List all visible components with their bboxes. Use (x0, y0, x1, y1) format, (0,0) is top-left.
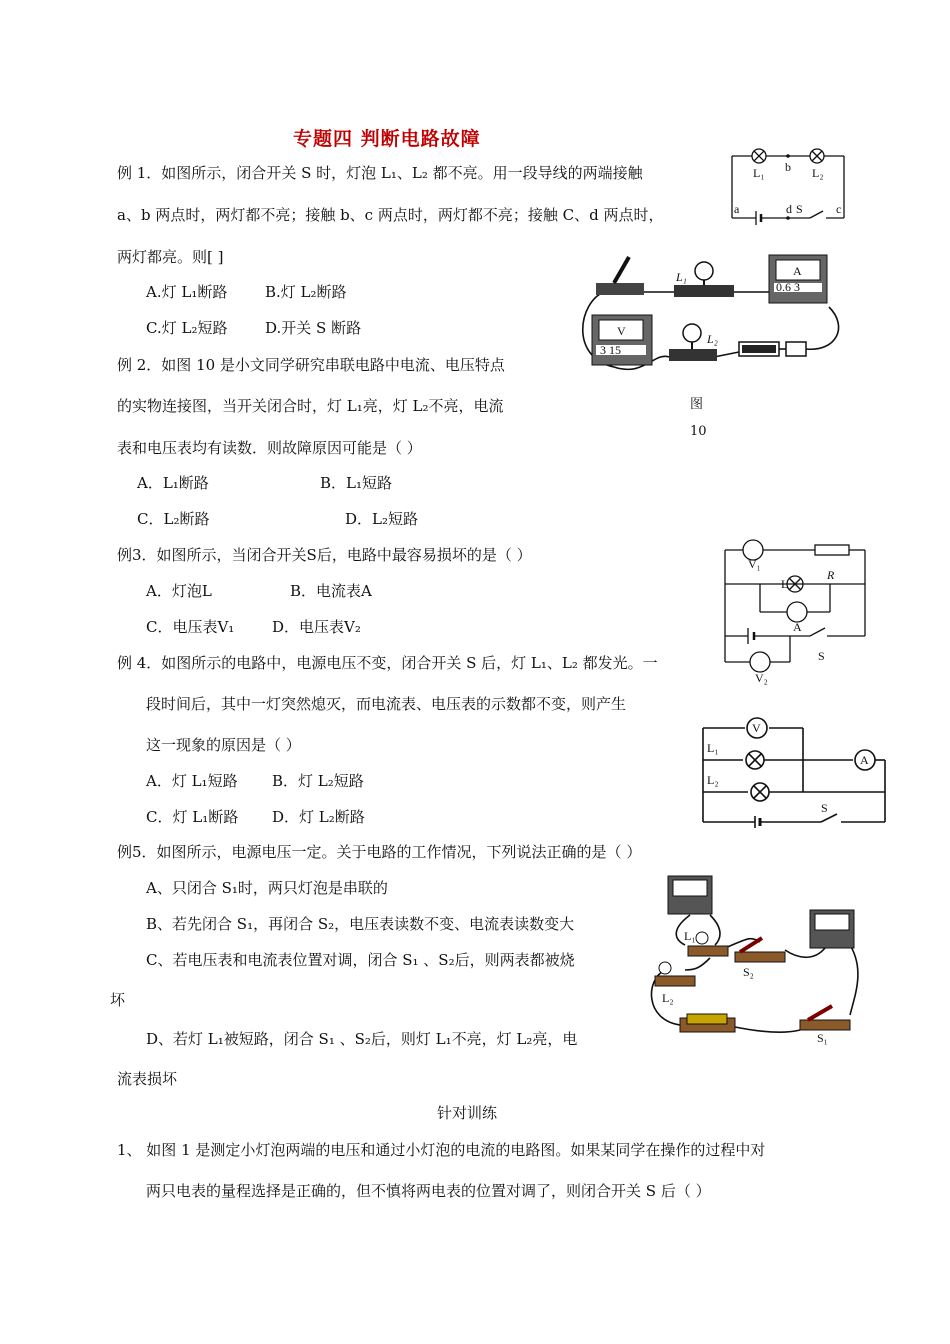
ex2-question-line2: 的实物连接图，当开关闭合时，灯 L₁亮，灯 L₂不亮，电流 (117, 397, 504, 415)
ex5-option-c-line1: C、若电压表和电流表位置对调，闭合 S₁ 、S₂后，则两表都被烧 (146, 951, 575, 969)
ex2-fig-label-a: A (793, 264, 802, 278)
ex4-option-d: D．灯 L₂断路 (272, 808, 365, 826)
ex5-ammeter (810, 910, 854, 948)
ex3-fig-label-a: A (793, 620, 802, 634)
ex3-option-b: B．电流表A (290, 582, 372, 600)
ex1-question-line1: 例 1．如图所示，闭合开关 S 时，灯泡 L₁、L₂ 都不亮。用一段导线的两端接触 (117, 164, 643, 182)
ex5-fig-label-s2: S₂ (743, 965, 754, 979)
ex2-voltmeter-scale: 3 15 (600, 343, 621, 357)
ex1-fig-label-a: a (734, 202, 740, 216)
ex5-switch-s1 (800, 1006, 850, 1045)
ex2-battery-pack (739, 342, 806, 356)
page-title: 专题四 判断电路故障 (293, 128, 481, 150)
ex4-option-b: B．灯 L₂短路 (272, 772, 364, 790)
ex3-fig-label-l: L (781, 577, 789, 591)
ex5-fig-label-l1: L₁ (684, 929, 696, 943)
ex3-fig-label-v1: V₁ (748, 557, 761, 571)
ex4-question-line3: 这一现象的原因是（ ） (146, 736, 301, 754)
ex2-question-line1: 例 2．如图 10 是小文同学研究串联电路中电流、电压特点 (117, 356, 505, 374)
ex1-fig-label-b: b (785, 160, 791, 174)
ex1-question-line3: 两灯都亮。则[ ] (117, 248, 224, 266)
ex4-question-line2: 段时间后，其中一灯突然熄灭，而电流表、电压表的示数都不变，则产生 (146, 695, 627, 713)
ex5-option-b: B、若先闭合 S₁，再闭合 S₂，电压表读数不变、电流表读数变大 (146, 915, 575, 933)
ex5-battery (680, 1014, 735, 1032)
ex2-question-line3: 表和电压表均有读数．则故障原因可能是（ ） (117, 439, 422, 457)
practice-heading: 针对训练 (437, 1104, 498, 1122)
ex3-fig-label-s: S (818, 649, 825, 663)
ex5-apparatus-figure (640, 870, 865, 1045)
ex5-lamp-l1 (684, 929, 728, 956)
ex1-option-d: D.开关 S 断路 (265, 319, 362, 337)
ex3-circuit-diagram (715, 536, 875, 686)
ex5-fig-label-s1: S₁ (817, 1031, 828, 1045)
ex5-option-d-line2: 流表损坏 (117, 1070, 178, 1088)
ex4-fig-label-s: S (821, 801, 828, 815)
ex2-fig-label-l1: L₁ (676, 270, 687, 284)
ex4-fig-label-l2: L₂ (707, 773, 719, 787)
ex3-option-d: D．电压表V₂ (272, 618, 361, 636)
practice-q1-line1: 1、 如图 1 是测定小灯泡两端的电压和通过小灯泡的电流的电路图。如果某同学在操作的过程中对 (117, 1141, 766, 1159)
ex1-fig-label-l1: L₁ (753, 166, 765, 180)
ex5-lamp-l2 (655, 962, 695, 1005)
ex2-ammeter (769, 255, 827, 303)
ex2-option-d: D．L₂短路 (345, 510, 419, 528)
ex4-option-a: A．灯 L₁短路 (146, 772, 238, 790)
ex3-option-c: C．电压表V₁ (146, 618, 235, 636)
ex1-option-c: C.灯 L₂短路 (146, 319, 228, 337)
ex4-fig-label-a: A (860, 753, 869, 767)
ex3-fig-label-r: R (827, 568, 835, 582)
ex2-option-b: B．L₁短路 (320, 474, 392, 492)
ex5-option-c-line2: 坏 (110, 991, 126, 1009)
ex1-fig-label-l2: L₂ (812, 166, 824, 180)
ex1-question-line2: a、b 两点时，两灯都不亮；接触 b、c 两点时，两灯都不亮；接触 C、d 两点时， (117, 206, 664, 224)
ex2-lamp-l2 (669, 324, 718, 361)
ex4-option-c: C．灯 L₁断路 (146, 808, 239, 826)
ex2-ammeter-scale: 0.6 3 (776, 280, 800, 294)
ex1-fig-label-d: d (786, 202, 792, 216)
ex2-apparatus-figure (574, 247, 842, 382)
ex2-lamp-l1 (674, 262, 734, 297)
ex2-fig-label-v: V (617, 324, 626, 338)
ex3-question-line1: 例3．如图所示，当闭合开关S后，电路中最容易损坏的是（ ） (117, 546, 532, 564)
ex4-circuit-diagram (693, 718, 893, 830)
ex2-figure-caption-label: 图 (690, 397, 704, 412)
ex3-fig-label-v2: V₂ (755, 671, 768, 685)
ex1-option-a: A.灯 L₁断路 (146, 283, 228, 301)
ex5-option-a: A、只闭合 S₁时，两只灯泡是串联的 (146, 879, 388, 897)
ex1-option-b: B.灯 L₂断路 (265, 283, 347, 301)
practice-q1-line2: 两只电表的量程选择是正确的，但不慎将两电表的位置对调了，则闭合开关 S 后（ ） (146, 1182, 711, 1200)
ex5-switch-s2 (735, 938, 785, 979)
ex2-option-a: A．L₁断路 (137, 474, 209, 492)
ex4-fig-label-l1: L₁ (707, 741, 719, 755)
ex5-question-line1: 例5．如图所示，电源电压一定。关于电路的工作情况，下列说法正确的是（ ） (117, 843, 642, 861)
ex4-fig-label-v: V (752, 721, 761, 735)
ex1-circuit-diagram (728, 144, 848, 226)
ex2-voltmeter (592, 315, 652, 365)
ex2-fig-label-l2: L₂ (707, 332, 718, 346)
ex3-option-a: A．灯泡L (146, 582, 212, 600)
ex5-fig-label-l2: L₂ (662, 991, 674, 1005)
ex5-option-d-line1: D、若灯 L₁被短路，闭合 S₁ 、S₂后，则灯 L₁不亮，灯 L₂亮，电 (146, 1030, 578, 1048)
ex2-switch (596, 257, 644, 295)
ex2-option-c: C．L₂断路 (137, 510, 210, 528)
ex1-fig-label-s: S (796, 202, 803, 216)
ex2-figure-caption-number: 10 (690, 424, 707, 439)
ex5-voltmeter (668, 876, 712, 914)
ex1-fig-label-c: c (836, 202, 842, 216)
ex4-question-line1: 例 4．如图所示的电路中，电源电压不变，闭合开关 S 后，灯 L₁、L₂ 都发光。一 (117, 654, 658, 672)
